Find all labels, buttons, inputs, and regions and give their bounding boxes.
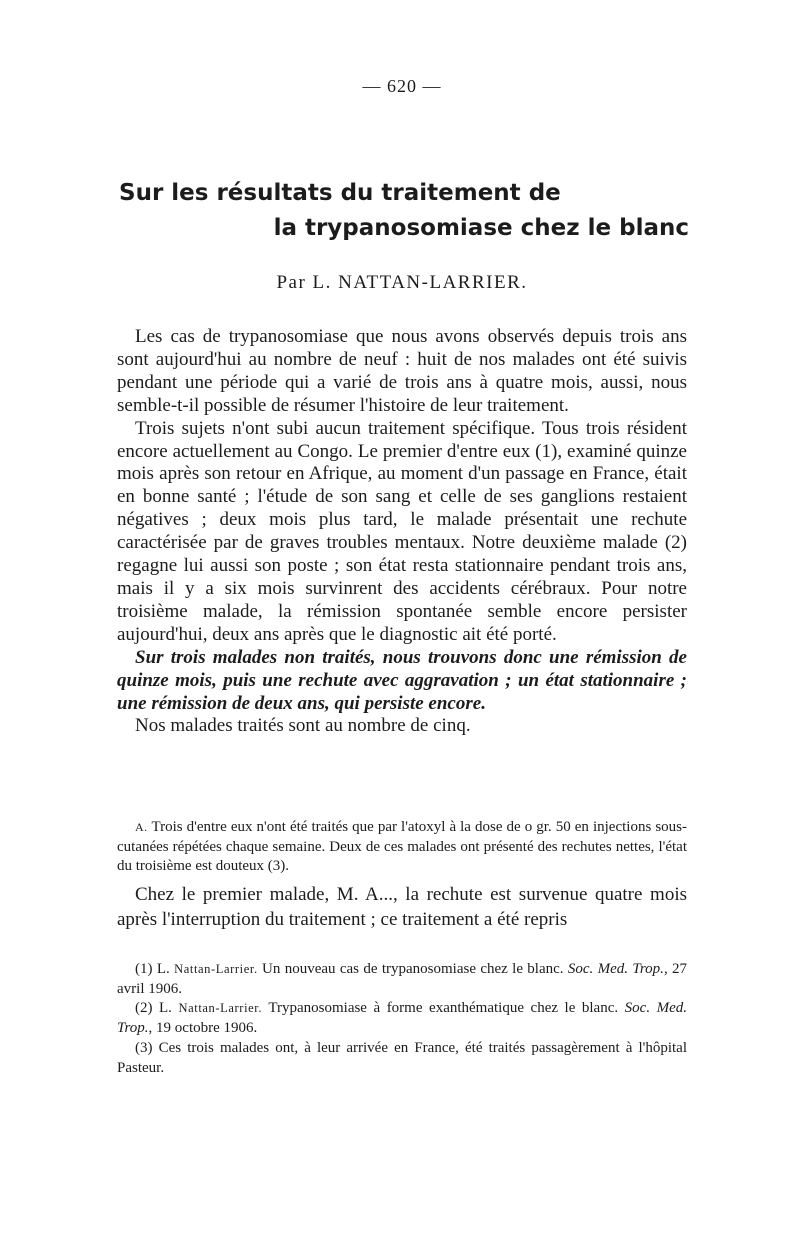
paragraph-first-patient: Chez le premier malade, M. A..., la rechute est survenue quatre mois après l'interruption du traitement ; ce traitement a été repris	[117, 884, 687, 930]
article-title	[119, 176, 689, 246]
footnote-2	[117, 999, 687, 1038]
document-page	[117, 0, 687, 1253]
footnote-2-journal: Soc. Med. Trop.	[117, 1000, 688, 1037]
footnote-3-text: Ces trois malades ont, à leur arrivée en France, été traités passagèrement à l'hôpital Pasteur.	[117, 1039, 687, 1076]
footnotes	[117, 960, 687, 1078]
paragraph-intro: Les cas de trypanosomiase que nous avons observés depuis trois ans sont aujourd'hui au nombre de neuf : huit de nos malades ont été suivis pendant une période qui a varié de trois ans à quatre mois, aussi, nous semble-t-il possible de résumer l'histoire de leur traitement.	[117, 326, 687, 416]
footnote-3	[117, 1039, 687, 1078]
paragraph-summary: Sur trois malades non traités, nous trouvons donc une rémission de quinze mois, puis une rechute avec aggravation ; un état stationnaire ; une rémission de deux ans, qui persiste encore.	[117, 646, 687, 714]
section-a-note	[117, 818, 687, 877]
footnote-1-date: , 27 avril 1906.	[117, 961, 688, 997]
author-byline: Par L. NATTAN-LARRIER.	[276, 272, 528, 293]
section-a-text: Trois d'entre eux n'ont été traités que par l'atoxyl à la dose de o gr. 50 en injections sous-cutanées répétées chaque semaine. Deux de ces malades ont présenté des rechutes nettes, l'état du troisième est douteux (3).	[117, 819, 687, 874]
footnote-1-num: (1) L.	[135, 961, 170, 977]
footnote-3-num: (3)	[135, 1039, 153, 1056]
footnote-1-author: Nattan-Larrier.	[174, 962, 258, 976]
footnote-2-author: Nattan-Larrier.	[178, 1001, 263, 1016]
title-line-2: la trypanosomiase chez le blanc	[273, 215, 689, 241]
footnote-1-text: Un nouveau cas de trypanosomiase chez le blanc.	[257, 961, 568, 977]
footnote-2-text: Trypanosomiase à forme exanthématique chez le blanc.	[262, 1000, 625, 1017]
body-continuation	[117, 882, 687, 932]
main-body	[117, 326, 687, 738]
section-a-label: A.	[135, 820, 148, 834]
footnote-2-num: (2) L.	[135, 1000, 172, 1017]
paragraph-untreated: Trois sujets n'ont subi aucun traitement spécifique. Tous trois résident encore actuellement au Congo. Le premier d'entre eux (1), examiné quinze mois après son retour en Afrique, au moment d'un passage en France, était en bonne santé ; l'étude de son sang et celle de ses ganglions restaient négatives ; deux mois plus tard, le malade présentait une rechute caractérisée par de graves troubles mentaux. Notre deuxième malade (2) regagne lui aussi son poste ; son état resta stationnaire pendant trois ans, mais il y a six mois survinrent des accidents cérébraux. Pour notre troisième malade, la rémission spontanée semble encore persister aujourd'hui, deux ans après que le diagnostic ait été porté.	[117, 417, 687, 645]
title-line-1: Sur les résultats du traitement de	[119, 180, 561, 206]
paragraph-treated-count: Nos malades traités sont au nombre de cinq.	[135, 715, 471, 737]
footnote-2-date: , 19 octobre 1906.	[148, 1020, 258, 1037]
page-number: — 620 —	[362, 76, 442, 96]
footnote-1-journal: Soc. Med. Trop.	[567, 961, 664, 977]
section-a-paragraph	[117, 818, 687, 877]
footnote-1	[117, 960, 687, 999]
